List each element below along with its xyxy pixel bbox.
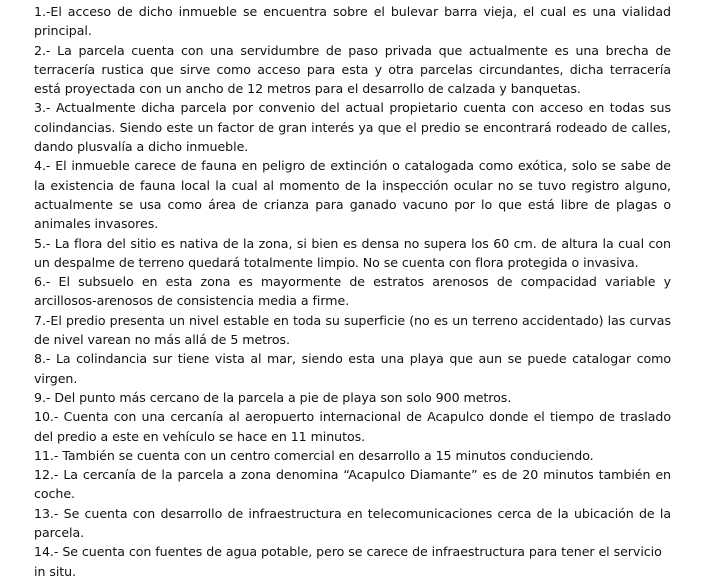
list-item-1: 1.-El acceso de dicho inmueble se encuentra sobre el bulevar barra vieja, el cual es una vialidad principal. (34, 4, 671, 39)
list-item-2: 2.- La parcela cuenta con una servidumbre de paso privada que actualmente es una brecha de terracería rustica que sirve como acceso para esta y otra parcelas circundantes, dicha terracería está proyectada con un ancho de 12 metros para el desarrollo de calzada y banquetas. (34, 42, 671, 97)
list-item-10: 10.- Cuenta con una cercanía al aeropuerto internacional de Acapulco donde el tiempo de traslado del predio a este en vehículo se hace en 11 minutos. (34, 409, 671, 444)
list-item-14: 14.- Se cuenta con fuentes de agua potable, pero se carece de infraestructura para tener el servicio in situ. (34, 544, 662, 579)
list-item-6: 6.- El subsuelo en esta zona es mayormente de estratos arenosos de compacidad variable y arcillosos-arenosos de consistencia media a firme. (34, 274, 671, 309)
list-item-12: 12.- La cercanía de la parcela a zona denomina “Acapulco Diamante” es de 20 minutos también en coche. (34, 467, 671, 502)
list-item-8: 8.- La colindancia sur tiene vista al mar, siendo esta una playa que aun se puede catalogar como virgen. (34, 351, 671, 386)
list-item-5: 5.- La flora del sitio es nativa de la zona, si bien es densa no supera los 60 cm. de altura la cual con un despalme de terreno quedará totalmente limpio. No se cuenta con flora protegida o invasiva. (34, 235, 671, 270)
list-item-11: 11.- También se cuenta con un centro comercial en desarrollo a 15 minutos conduciendo. (34, 447, 594, 463)
list-item-4: 4.- El inmueble carece de fauna en peligro de extinción o catalogada como exótica, solo se sabe de la existencia de fauna local la cual al momento de la inspección ocular no se tuvo registro alguno, actualmente se usa como área de crianza para ganado vacuno por lo que está libre de plagas o animales invasores. (34, 158, 671, 232)
list-item-13: 13.- Se cuenta con desarrollo de infraestructura en telecomunicaciones cerca de la ubicación de la parcela. (34, 505, 671, 541)
list-item-7: 7.-El predio presenta un nivel estable en toda su superficie (no es un terreno accidentado) las curvas de nivel varean no más allá de 5 metros. (34, 312, 671, 348)
list-item-3: 3.- Actualmente dicha parcela por convenio del actual propietario cuenta con acceso en todas sus colindancias. Siendo este un factor de gran interés ya que el predio se encontrará rodeado de calles, dando plusvalía a dicho inmueble. (34, 100, 671, 155)
list-item-9: 9.- Del punto más cercano de la parcela a pie de playa son solo 900 metros. (34, 389, 512, 405)
